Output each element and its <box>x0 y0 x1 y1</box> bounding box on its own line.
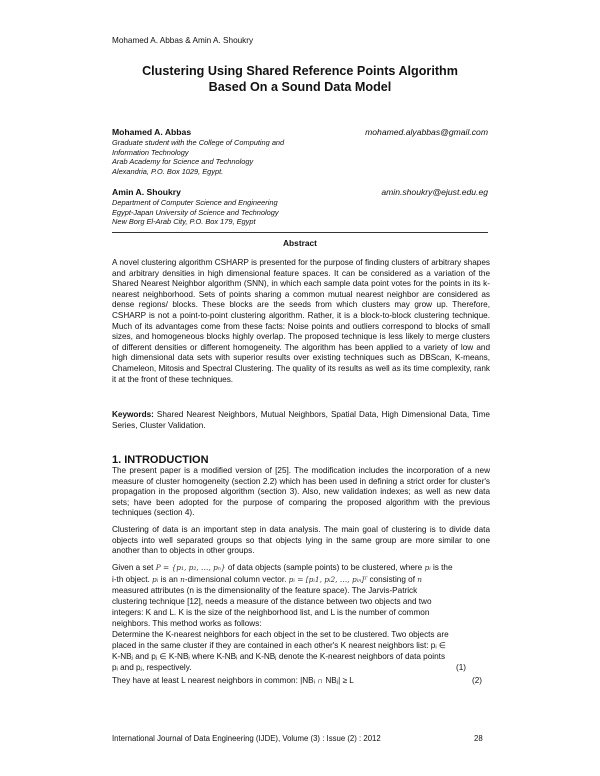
body-line: neighbors. This method works as follows: <box>112 619 262 628</box>
author1-name: Mohamed A. Abbas <box>112 127 192 137</box>
author1-aff-line: Graduate student with the College of Computing and <box>112 138 285 147</box>
body-line: They have at least L nearest neighbors in common: |NBᵢ ∩ NBⱼ| ≥ L <box>112 676 354 685</box>
author2-aff-line: New Borg El-Arab City, P.O. Box 179, Egypt <box>112 217 256 227</box>
author2-aff-line: Egypt-Japan University of Science and Technology <box>112 207 279 217</box>
divider <box>112 232 488 233</box>
author2-email[interactable]: amin.shoukry@ejust.edu.eg <box>381 187 488 197</box>
author2-aff-line: Department of Computer Science and Engineering <box>112 198 278 207</box>
equation-number: (2) <box>472 676 483 685</box>
page-number: 28 <box>474 734 483 743</box>
author1-aff-line: Alexandria, P.O. Box 1029, Egypt. <box>112 166 224 176</box>
body-line: integers: K and L. K is the size of the neighborhood list, and L is the number of common <box>112 608 430 617</box>
section-heading: 1. INTRODUCTION <box>112 454 209 466</box>
math-vector: pᵢ = [pᵢ1, pᵢ2, …, pᵢₙ]ᵀ <box>288 575 368 584</box>
paper-title <box>90 64 510 95</box>
text-run: Given a set <box>112 563 156 572</box>
text-run: of data objects (sample points) to be clustered, where <box>225 563 425 572</box>
body-line <box>112 575 490 586</box>
keywords-label: Keywords: <box>112 410 154 419</box>
text-run: i-th object. <box>112 575 153 584</box>
text-run: consisting of <box>367 575 418 584</box>
keywords <box>112 410 490 431</box>
body-line <box>112 563 490 574</box>
keywords-text: Shared Nearest Neighbors, Mutual Neighbors, Spatial Data, High Dimensional Data, Time Series, Cluster Validation. <box>112 410 490 430</box>
body-line: clustering technique [12], needs a measure of the distance between two objects and two <box>112 597 432 606</box>
math-set: P = {p₁, p₂, …, pₙ} <box>155 563 226 572</box>
body-line: pᵢ and pⱼ, respectively. <box>112 663 192 672</box>
text-run: is the <box>430 563 453 572</box>
math-var: pᵢ <box>424 563 431 572</box>
equation-number: (1) <box>456 663 467 672</box>
title-line-1: Clustering Using Shared Reference Points Algorithm <box>142 64 458 78</box>
author1-aff-line: Arab Academy for Science and Technology <box>112 157 254 167</box>
math-var: pᵢ <box>152 575 159 584</box>
body-line: K-NBⱼ and pⱼ ∈ K-NBᵢ where K-NBᵢ and K-NBⱼ denote the K-nearest neighbors of data points <box>112 652 446 661</box>
text-run: is an <box>158 575 181 584</box>
intro-paragraph-2: Clustering of data is an important step in data analysis. The main goal of clustering is to divide data objects into well separated groups so that objects lying in the same group are more similar to one another than to objects in other groups. <box>112 525 490 556</box>
author1-affiliation <box>112 138 372 176</box>
author1-aff-line: Information Technology <box>112 147 189 157</box>
page-footer: International Journal of Data Engineering (IJDE), Volume (3) : Issue (2) : 2012 <box>112 734 381 743</box>
abstract-heading: Abstract <box>283 238 317 248</box>
author2-affiliation <box>112 198 372 227</box>
abstract-text: A novel clustering algorithm CSHARP is presented for the purpose of finding clusters of arbitrary shapes and arbitrary densities in high dimensional feature spaces. It can be considered as a variation of the Shared Nearest Neighbor algorithm (SNN), in which each sample data point votes for the points in its k-nearest neighborhood. Sets of points sharing a common mutual nearest neighbor are considered as dense regions/ blocks. These blocks are the seeds from which clusters may grow up. Therefore, CSHARP is not a point-to-point clustering algorithm. Rather, it is a block-to-block clustering technique. Much of its advantages come from these facts: Noise points and outliers correspond to blocks of small sizes, and homogeneous blocks highly overlap. The proposed technique is less likely to merge clusters of different densities or different homogeneity. The algorithm has been applied to a variety of low and high dimensional data sets with superior results over existing techniques such as DBScan, K-means, Chameleon, Mitosis and Spectral Clustering. The quality of its results as well as its time complexity, rank it at the front of these techniques. <box>112 258 490 384</box>
text-run: -dimensional column vector. <box>184 575 289 584</box>
body-line: placed in the same cluster if they are contained in each other's K nearest neighbors list: pᵢ ∈ <box>112 641 447 650</box>
intro-paragraph-1: The present paper is a modified version of [25]. The modification includes the incorporation of a new measure of cluster homogeneity (section 2.2) which has been used in defining a strict order for cluster's propagation in the proposed algorithm (section 3). Also, new validation indexes; as well as new data sets; have been adopted for the purpose of comparing the proposed algorithm with the previous techniques (section 4). <box>112 466 490 518</box>
author2-name: Amin A. Shoukry <box>112 187 181 197</box>
math-var: n <box>180 575 185 584</box>
running-header: Mohamed A. Abbas & Amin A. Shoukry <box>112 36 254 45</box>
math-var: n <box>417 575 423 584</box>
body-line: Determine the K-nearest neighbors for each object in the set to be clustered. Two objects are <box>112 630 449 639</box>
author1-email[interactable]: mohamed.alyabbas@gmail.com <box>365 127 488 137</box>
title-line-2: Based On a Sound Data Model <box>208 79 392 94</box>
body-line: measured attributes (n is the dimensionality of the feature space). The Jarvis-Patrick <box>112 586 418 595</box>
